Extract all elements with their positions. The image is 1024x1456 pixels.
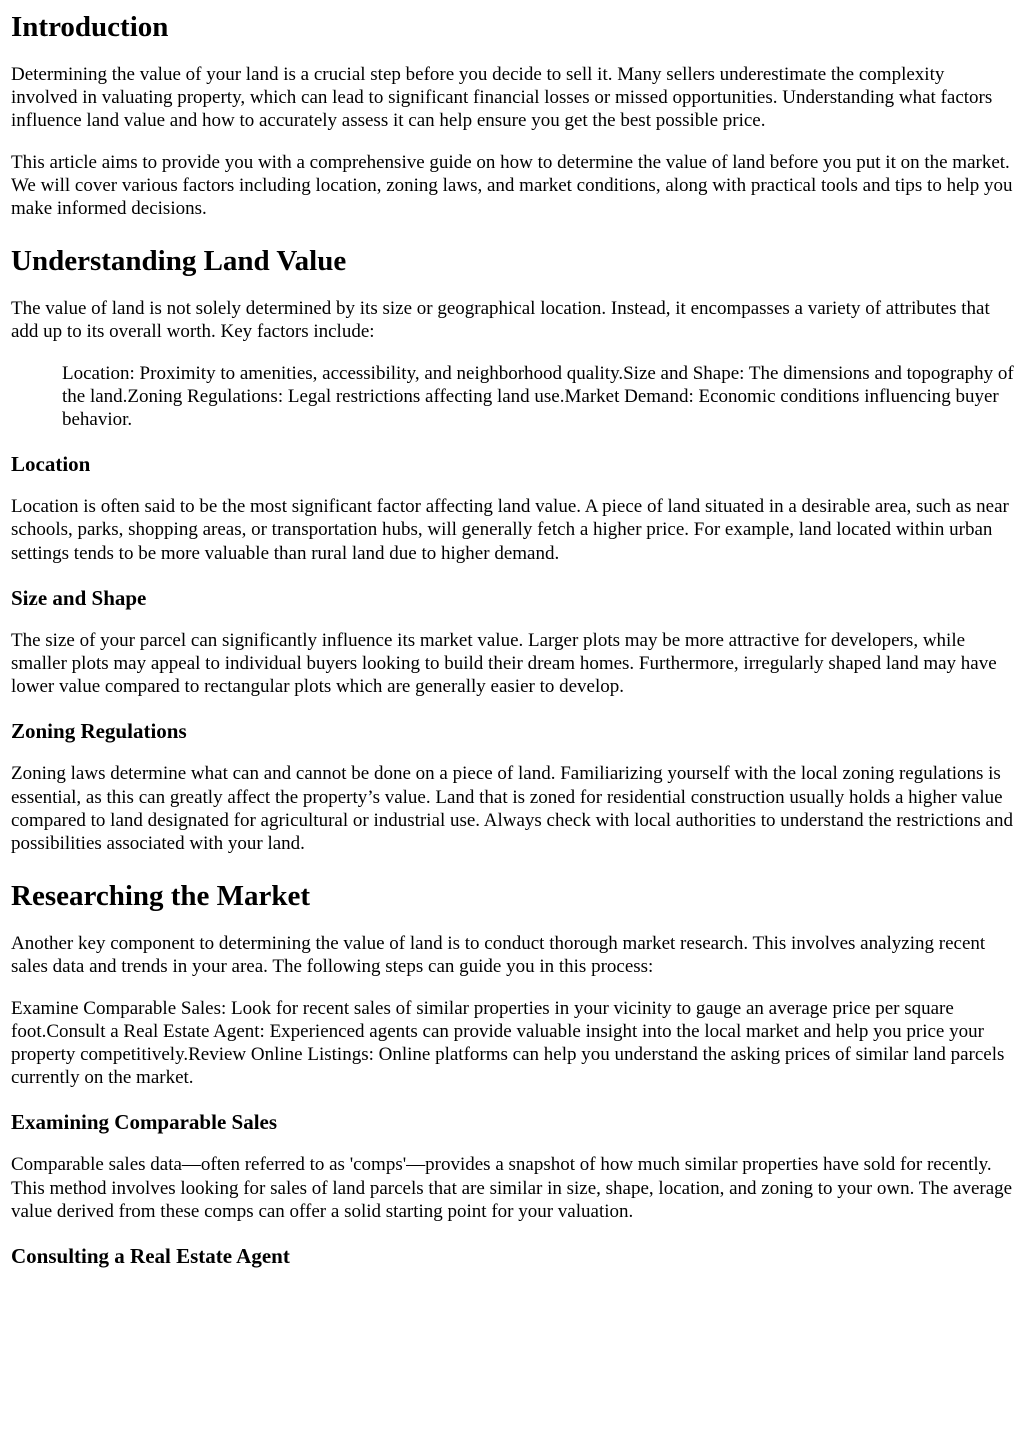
heading-researching-market: Researching the Market [11, 880, 311, 913]
understanding-paragraph: The value of land is not solely determined by its size or geographical location. Instead, it encompasses a variety of attributes that add up to its overall worth. Key factors include: [11, 298, 990, 343]
research-paragraph-1: Another key component to determining the value of land is to conduct thorough market research. This involves analyzing recent sales data and trends in your area. The following steps can guide you in this process: [11, 933, 986, 978]
zoning-paragraph: Zoning laws determine what can and cannot be done on a piece of land. Familiarizing yourself with the local zoning regulations is essential, as this can greatly affect the property’s value. Land that is zoned for residential construction usually holds a higher value compared to land designated for agricultural or industrial use. Always check with local authorities to understand the restrictions and possibilities associated with your land. [11, 763, 1013, 855]
heading-consulting-agent: Consulting a Real Estate Agent [11, 1244, 290, 1269]
comps-paragraph: Comparable sales data—often referred to as 'comps'—provides a snapshot of how much similar properties have sold for recently. This method involves looking for sales of land parcels that are similar in size, shape, location, and zoning to your own. The average value derived from these comps can offer a solid starting point for your valuation. [11, 1154, 1013, 1222]
article [0, 10, 1024, 1269]
size-shape-paragraph: The size of your parcel can significantly influence its market value. Larger plots may be more attractive for developers, while smaller plots may appeal to individual buyers looking to build their dream homes. Furthermore, irregularly shaped land may have lower value compared to rectangular plots which are generally easier to develop. [11, 629, 997, 698]
heading-location: Location [11, 452, 91, 477]
location-paragraph: Location is often said to be the most significant factor affecting land value. A piece of land situated in a desirable area, such as near schools, parks, shopping areas, or transportation hubs, will generally fetch a higher price. For example, land located within urban settings tends to be more valuable than rural land due to higher demand. [11, 496, 1009, 564]
heading-understanding-land-value: Understanding Land Value [11, 245, 347, 278]
key-factors-quote: Location: Proximity to amenities, accessibility, and neighborhood quality.Size and Shape: The dimensions and topography of the land.Zoning Regulations: Legal restrictions affecting land use.Market Demand: Economic conditions influencing buyer behavior. [62, 362, 1014, 431]
heading-size-and-shape: Size and Shape [11, 585, 147, 610]
heading-introduction: Introduction [11, 11, 169, 43]
intro-paragraph-1: Determining the value of your land is a crucial step before you decide to sell it. Many sellers underestimate the complexity involved in valuating property, which can lead to significant financial losses or missed opportunities. Understanding what factors influence land value and how to accurately assess it can help ensure you get the best possible price. [11, 64, 993, 132]
heading-zoning-regulations: Zoning Regulations [11, 719, 187, 744]
research-paragraph-2: Examine Comparable Sales: Look for recent sales of similar properties in your vicinity to gauge an average price per square foot.Consult a Real Estate Agent: Experienced agents can provide valuable insight into the local market and help you price your property competitively.Review Online Listings: Online platforms can help you understand the asking prices of similar land parcels currently on the market. [11, 997, 1005, 1089]
heading-examining-comparable-sales: Examining Comparable Sales [11, 1110, 278, 1135]
intro-paragraph-2: This article aims to provide you with a comprehensive guide on how to determine the value of land before you put it on the market. We will cover various factors including location, zoning laws, and market conditions, along with practical tools and tips to help you make informed decisions. [11, 151, 1013, 220]
